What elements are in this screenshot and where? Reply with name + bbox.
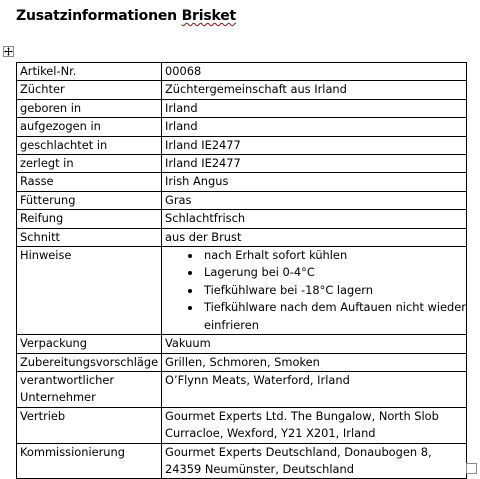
table-row-hinweise	[17, 247, 467, 335]
table-row	[17, 155, 467, 173]
list-item: • Lagerung bei 0-4°C	[202, 264, 466, 281]
list-item: • nach Erhalt sofort kühlen	[202, 247, 466, 264]
row-value: Grillen, Schmoren, Smoken	[162, 353, 467, 371]
row-label: Kommissionierung	[17, 443, 162, 479]
row-label: geboren in	[17, 99, 162, 117]
table-row	[17, 335, 467, 353]
hinweise-list	[165, 247, 466, 334]
table-row	[17, 353, 467, 371]
table-row	[17, 81, 467, 99]
row-label: Verpackung	[17, 335, 162, 353]
row-value: Irland IE2477	[162, 136, 467, 154]
table-row	[17, 99, 467, 117]
hinweise-list-cell	[162, 247, 467, 335]
info-table	[16, 62, 467, 479]
table-row	[17, 173, 467, 191]
list-item: • Tiefkühlware nach dem Auftauen nicht wieder einfrieren	[202, 299, 466, 334]
table-row	[17, 118, 467, 136]
table-row	[17, 443, 467, 479]
list-item: • Tiefkühlware bei -18°C lagern	[202, 282, 466, 299]
row-value: O’Flynn Meats, Waterford, Irland	[162, 371, 467, 407]
row-label: Schnitt	[17, 228, 162, 246]
table-row	[17, 228, 467, 246]
table-row	[17, 136, 467, 154]
row-label: geschlachtet in	[17, 136, 162, 154]
row-value: aus der Brust	[162, 228, 467, 246]
row-label: Züchter	[17, 81, 162, 99]
table-row	[17, 371, 467, 407]
row-value: Züchtergemeinschaft aus Irland	[162, 81, 467, 99]
table-move-handle-icon[interactable]	[3, 46, 14, 57]
table-row	[17, 191, 467, 209]
table-row	[17, 210, 467, 228]
row-label: Reifung	[17, 210, 162, 228]
row-label: verantwortlicher Unternehmer	[17, 371, 162, 407]
row-label: Rasse	[17, 173, 162, 191]
title-word-spellcheck: Brisket	[181, 8, 237, 24]
row-value: Gourmet Experts Ltd. The Bungalow, North Slob Curracloe, Wexford, Y21 X201, Irland	[162, 407, 467, 443]
table-resize-handle-icon[interactable]	[466, 463, 477, 474]
row-label: Fütterung	[17, 191, 162, 209]
document-title	[16, 8, 236, 24]
row-value: Vakuum	[162, 335, 467, 353]
title-prefix: Zusatzinformationen	[16, 8, 182, 24]
row-value: Irland	[162, 118, 467, 136]
row-value: Irland	[162, 99, 467, 117]
table-row	[17, 407, 467, 443]
row-label: aufgezogen in	[17, 118, 162, 136]
row-label: Hinweise	[17, 247, 162, 335]
row-value: Irish Angus	[162, 173, 467, 191]
row-label: zerlegt in	[17, 155, 162, 173]
row-value: Irland IE2477	[162, 155, 467, 173]
row-value: Gras	[162, 191, 467, 209]
row-value: 00068	[162, 63, 467, 81]
row-label: Artikel-Nr.	[17, 63, 162, 81]
row-value: Schlachtfrisch	[162, 210, 467, 228]
row-value: Gourmet Experts Deutschland, Donaubogen 8, 24359 Neumünster, Deutschland	[162, 443, 467, 479]
row-label: Vertrieb	[17, 407, 162, 443]
table-row	[17, 63, 467, 81]
row-label: Zubereitungsvorschläge	[17, 353, 162, 371]
